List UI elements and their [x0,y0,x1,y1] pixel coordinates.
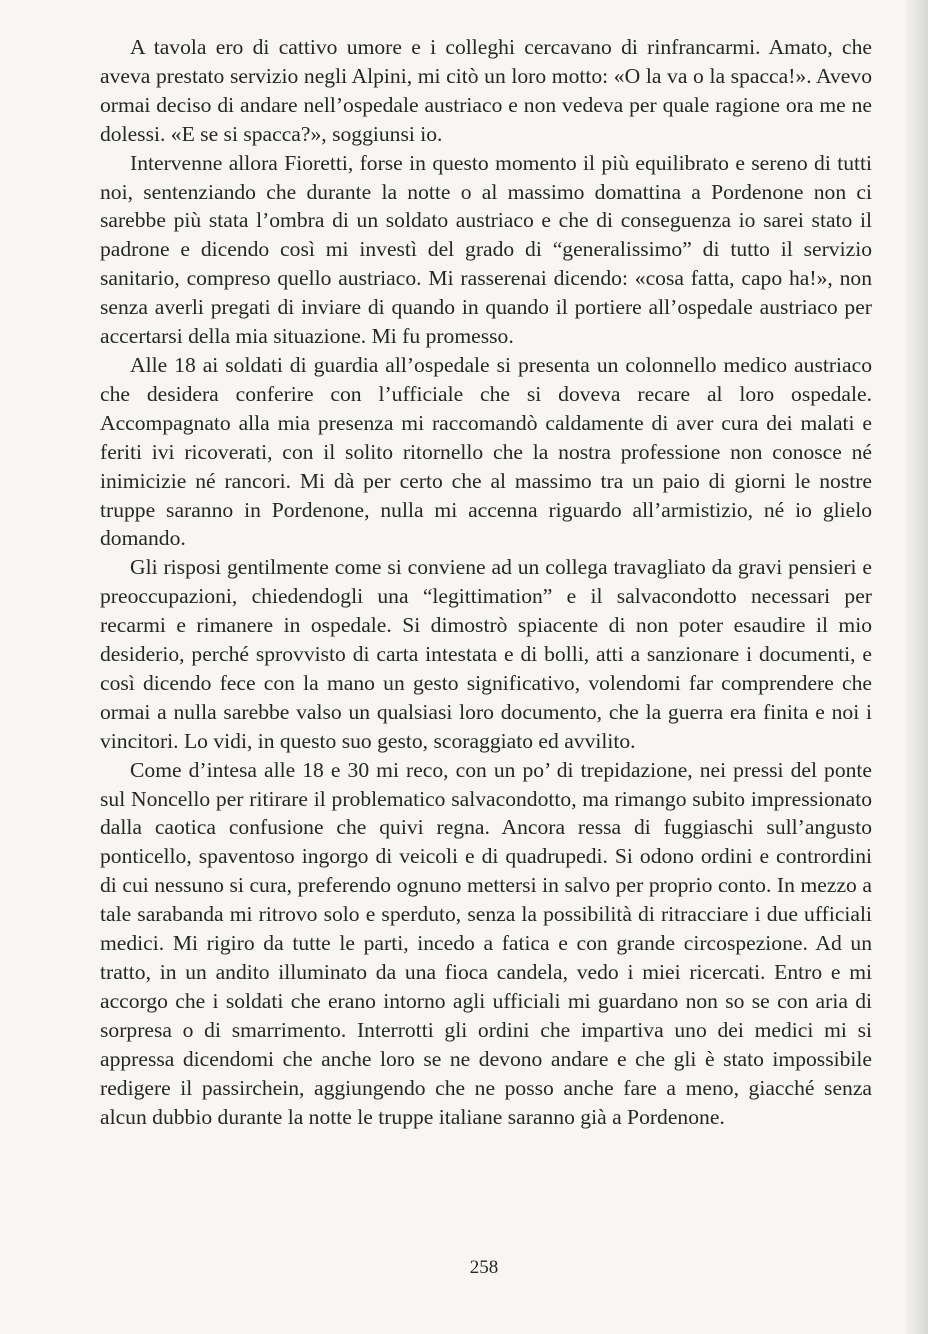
paragraph-3: Alle 18 ai soldati di guardia all’ospedale si presenta un colonnello medico austriaco che desidera conferire con l’ufficiale che si doveva recare al loro ospedale. Accompagnato alla mia presenza mi raccomandò caldamente di aver cura dei malati e feriti ivi ricoverati, con il solito ritornello che la nostra professione non conosce né inimicizie né rancori. Mi dà per certo che al massimo tra un paio di giorni le nostre truppe saranno in Pordenone, nulla mi accenna riguardo all’armistizio, né io glielo domando. [100,352,872,551]
page-edge-shadow [906,0,928,1334]
paragraph-2: Intervenne allora Fioretti, forse in questo momento il più equilibrato e sereno di tutti noi, sentenziando che durante la notte o al massimo domattina a Pordenone non ci sarebbe più stata l’ombra di un soldato austriaco e che di conseguenza io sarei stato il padrone e dicendo così mi investì del grado di “generalissimo” di tutto il servizio sanitario, compreso quello austriaco. Mi rasserenai dicendo: «cosa fatta, capo ha!», non senza averli pregati di inviare di quando in quando il portiere all’ospedale austriaco per accertarsi della mia situazione. Mi fu promesso. [100,150,872,349]
paragraph-5: Come d’intesa alle 18 e 30 mi reco, con un po’ di trepidazione, nei pressi del ponte sul Noncello per ritirare il problematico salvacondotto, ma rimango subito impressionato dalla caotica confusione che quivi regna. Ancora ressa di fuggiaschi sull’angusto ponticello, spaventoso ingorgo di veicoli e di quadrupedi. Si odono ordini e contrordini di cui nessuno si cura, preferendo ognuno mettersi in salvo per proprio conto. In mezzo a tale sarabanda mi ritrovo solo e sperduto, senza la possibilità di ritracciare i due ufficiali medici. Mi rigiro da tutte le parti, incedo a fatica e con grande circospezione. Ad un tratto, in un andito illuminato da una fioca candela, vedo i miei ricercati. Entro e mi accorgo che i soldati che erano intorno agli ufficiali mi guardano non so se con aria di sorpresa o di smarrimento. Interrotti gli ordini che impartiva uno dei medici mi si appressa dicendomi che anche loro se ne devono andare e che gli è stato impossibile redigere il passirchein, aggiungendo che ne posso anche fare a meno, giacché senza alcun dubbio durante la notte le truppe italiane saranno già a Pordenone. [100,757,872,1129]
paragraph-1: A tavola ero di cattivo umore e i colleghi cercavano di rinfrancarmi. Amato, che aveva prestato servizio negli Alpini, mi citò un loro motto: «O la va o la spacca!». Avevo ormai deciso di andare nell’ospedale austriaco e non vedeva per quale ragione ora me ne dolessi. «E se si spacca?», soggiunsi io. [100,35,872,146]
paragraph-4: Gli risposi gentilmente come si conviene ad un collega travagliato da gravi pensieri e preoccupazioni, chiedendogli una “legittimation” e il salvacondotto necessari per recarmi e rimanere in ospedale. Si dimostrò spiacente di non poter esaudire il mio desiderio, perché sprovvisto di carta intestata e di bolli, atti a sanzionare i documenti, e così dicendo fece con la mano un gesto significativo, volendomi far comprendere che ormai a nulla sarebbe valso un qualsiasi loro documento, che la guerra era finita e noi i vincitori. Lo vidi, in questo suo gesto, scoraggiato ed avvilito. [100,555,872,753]
body-text [100,33,872,1131]
page-number: 258 [469,1257,499,1278]
